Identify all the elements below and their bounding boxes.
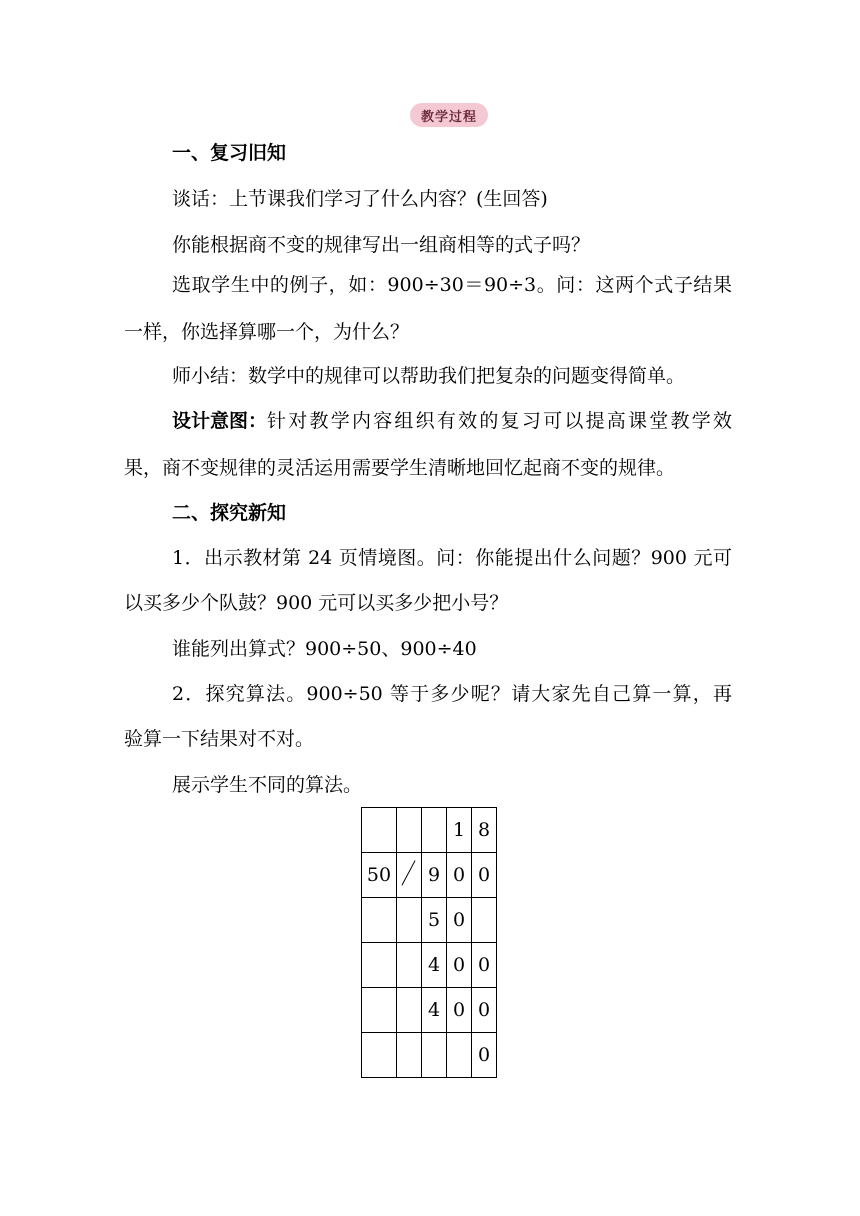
division-cell: 5	[422, 898, 447, 943]
division-cell	[397, 808, 422, 853]
division-cell	[362, 988, 397, 1033]
division-cell: 0	[472, 943, 497, 988]
section-badge: 教学过程	[410, 103, 488, 127]
review-paragraph-3-line-2: 一样，你选择算哪一个，为什么？	[124, 321, 410, 343]
division-cell	[397, 943, 422, 988]
division-cell	[472, 898, 497, 943]
division-cell	[397, 898, 422, 943]
explore-paragraph-1-line-2: 以买多少个队鼓？900 元可以买多少把小号？	[124, 592, 509, 614]
division-row	[362, 898, 497, 943]
explore-paragraph-2: 谁能列出算式？900÷50、900÷40	[172, 638, 477, 660]
division-cell	[397, 1033, 422, 1078]
division-cell	[397, 988, 422, 1033]
explore-paragraph-4: 展示学生不同的算法。	[172, 774, 363, 796]
review-summary: 师小结：数学中的规律可以帮助我们把复杂的问题变得简单。	[172, 365, 686, 387]
explore-paragraph-3-line-1: 2．探究算法。900÷50 等于多少呢？请大家先自己算一算，再	[172, 683, 732, 705]
division-cell	[362, 898, 397, 943]
division-cell	[422, 808, 447, 853]
division-cell: 9	[422, 853, 447, 898]
design-intent-line-1	[172, 409, 732, 433]
division-cell: 8	[472, 808, 497, 853]
division-cell: 0	[447, 853, 472, 898]
explore-heading: 二、探究新知	[172, 502, 287, 524]
review-heading: 一、复习旧知	[172, 142, 287, 164]
long-division-table	[361, 807, 497, 1078]
division-row	[362, 943, 497, 988]
division-cell: 0	[472, 988, 497, 1033]
division-cell: 0	[447, 898, 472, 943]
division-bracket-icon	[402, 860, 416, 886]
review-paragraph-3-line-1: 选取学生中的例子，如：900÷30＝90÷3。问：这两个式子结果	[172, 274, 732, 296]
division-cell: 4	[422, 988, 447, 1033]
division-cell: 0	[447, 988, 472, 1033]
division-cell	[422, 1033, 447, 1078]
division-row	[362, 988, 497, 1033]
division-cell: 4	[422, 943, 447, 988]
division-row	[362, 808, 497, 853]
division-cell: 0	[472, 1033, 497, 1078]
review-paragraph-2: 你能根据商不变的规律写出一组商相等的式子吗？	[172, 234, 591, 256]
division-row	[362, 853, 497, 898]
division-cell	[362, 1033, 397, 1078]
review-paragraph-1: 谈话：上节课我们学习了什么内容？(生回答)	[172, 188, 548, 210]
division-cell	[397, 853, 422, 898]
explore-paragraph-3-line-2: 验算一下结果对不对。	[124, 728, 315, 750]
division-cell	[362, 808, 397, 853]
division-cell: 0	[472, 853, 497, 898]
division-cell	[362, 943, 397, 988]
design-intent-label: 设计意图：	[172, 410, 268, 432]
division-cell: 1	[447, 808, 472, 853]
division-cell: 0	[447, 943, 472, 988]
division-cell: 50	[362, 853, 397, 898]
design-intent-line-2: 果，商不变规律的灵活运用需要学生清晰地回忆起商不变的规律。	[124, 457, 676, 479]
explore-paragraph-1-line-1: 1．出示教材第 24 页情境图。问：你能提出什么问题？900 元可	[172, 547, 732, 569]
division-cell	[447, 1033, 472, 1078]
division-row	[362, 1033, 497, 1078]
design-intent-text: 针对教学内容组织有效的复习可以提高课堂教学效	[267, 410, 732, 432]
